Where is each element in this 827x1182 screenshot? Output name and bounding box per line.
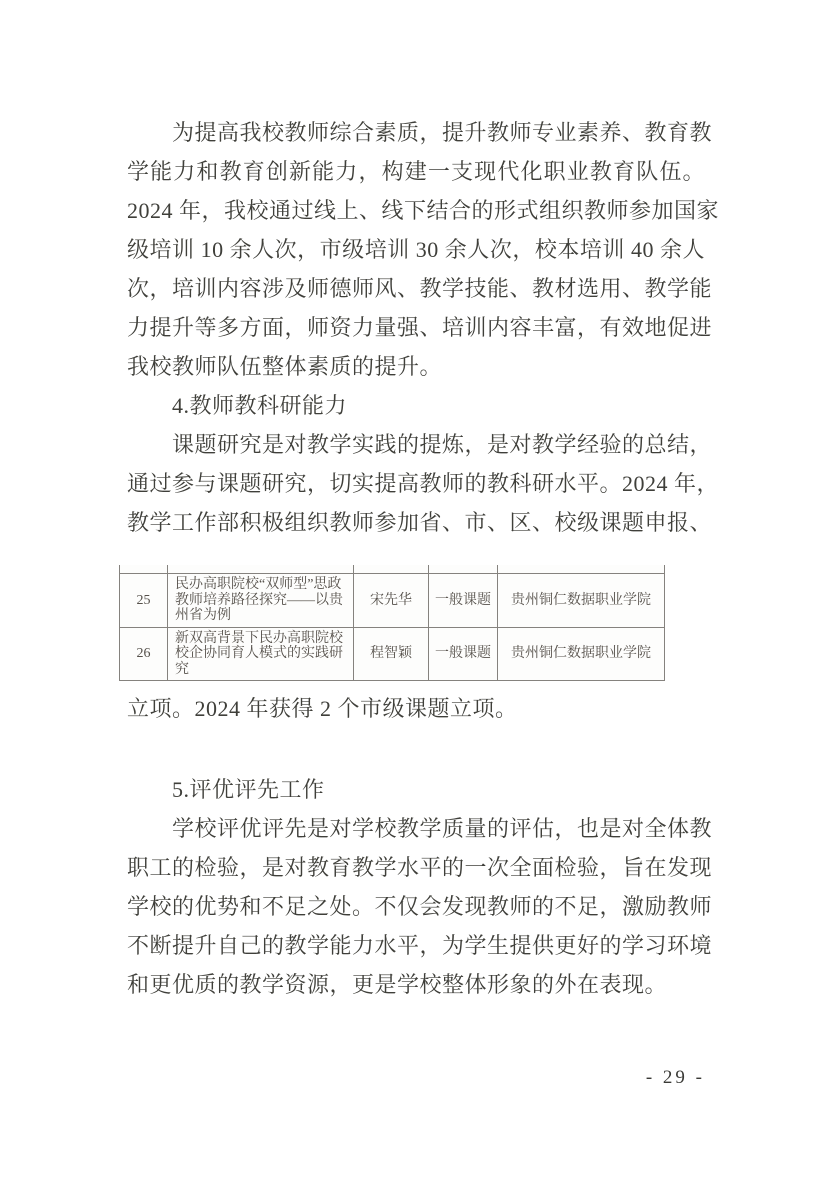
table-cell <box>168 565 354 574</box>
text-line: 不断提升自己的教学能力水平，为学生提供更好的学习环境 <box>127 933 713 958</box>
table-cell-number: 25 <box>120 574 168 628</box>
table-cell-institution: 贵州铜仁数据职业学院 <box>498 574 665 628</box>
text-line: 力提升等多方面，师资力量强、培训内容丰富，有效地促进 <box>127 315 713 340</box>
text-line: 课题研究是对教学实践的提炼，是对教学经验的总结， <box>172 432 713 457</box>
text-line: 学校评优评先是对学校教学质量的评估，也是对全体教 <box>172 816 713 841</box>
paragraph-training <box>127 113 720 386</box>
page-number: - 29 - <box>645 1067 705 1088</box>
text-line: 立项。2024 年获得 2 个市级课题立项。 <box>127 696 518 721</box>
table-cell-category: 一般课题 <box>429 574 498 628</box>
table-cell <box>120 565 168 574</box>
text-line: 教学工作部积极组织教师参加省、市、区、校级课题申报、 <box>127 510 713 535</box>
table-cell-person: 宋先华 <box>354 574 429 628</box>
text-line: 和更优质的教学资源，更是学校整体形象的外在表现。 <box>127 972 668 997</box>
section-4 <box>127 386 705 425</box>
table-row <box>120 627 665 681</box>
text-line: 通过参与课题研究，切实提高教师的教科研水平。2024 年， <box>127 471 720 496</box>
section-heading-5: 5.评优评先工作 <box>172 777 325 802</box>
paragraph-evaluation <box>127 809 713 1004</box>
text-line: 2024 年，我校通过线上、线下结合的形式组织教师参加国家 <box>127 198 720 223</box>
table-cell-title: 新双高背景下民办高职院校校企协同育人模式的实践研究 <box>168 627 354 681</box>
table-row-stub <box>120 565 665 574</box>
paragraph-research <box>127 425 720 542</box>
table-cell-institution: 贵州铜仁数据职业学院 <box>498 627 665 681</box>
section-heading-4: 4.教师教科研能力 <box>172 393 348 418</box>
project-approval-table <box>119 565 665 681</box>
table-cell-person: 程智颖 <box>354 627 429 681</box>
text-line: 我校教师队伍整体素质的提升。 <box>127 354 443 379</box>
section-5 <box>127 770 705 809</box>
text-line: 次，培训内容涉及师德师风、教学技能、教材选用、教学能 <box>127 276 713 301</box>
text-line: 学校的优势和不足之处。不仅会发现教师的不足，激励教师 <box>127 894 713 919</box>
paragraph-research-continued <box>127 689 705 728</box>
text-line: 级培训 10 余人次，市级培训 30 余人次，校本培训 40 余人 <box>127 237 705 262</box>
table-cell-number: 26 <box>120 627 168 681</box>
table-cell-category: 一般课题 <box>429 627 498 681</box>
table-cell-title: 民办高职院校“双师型”思政教师培养路径探究——以贵州省为例 <box>168 574 354 628</box>
text-line: 为提高我校教师综合素质，提升教师专业素养、教育教 <box>172 120 713 145</box>
text-line: 学能力和教育创新能力，构建一支现代化职业教育队伍。 <box>127 159 705 184</box>
table-cell <box>354 565 429 574</box>
table-row <box>120 574 665 628</box>
text-line: 职工的检验，是对教育教学水平的一次全面检验，旨在发现 <box>127 855 713 880</box>
table-cell <box>498 565 665 574</box>
table-cell <box>429 565 498 574</box>
